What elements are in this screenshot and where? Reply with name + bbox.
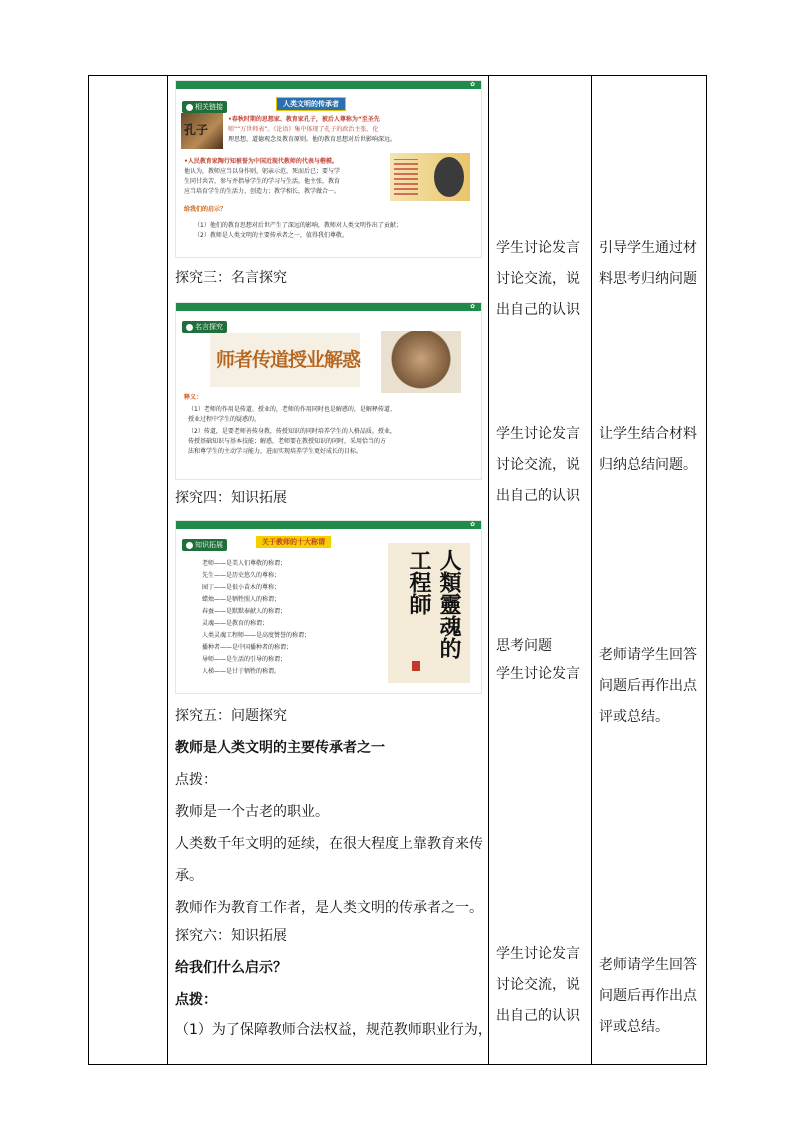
- slide-tag: [182, 321, 227, 333]
- table-left-border: [88, 75, 89, 1065]
- intent-line: 料思考归纳问题: [599, 271, 697, 287]
- slide-list-item: 老师——是美人们尊敬的称谓；: [202, 560, 287, 567]
- calligraphy-banner: [210, 333, 360, 387]
- slide-text-line: 应当培育学生的生活力、创造力；教学相长，教学做合一。: [184, 188, 341, 195]
- slide-text-line: 授业过程中学生的疑惑的。: [188, 416, 261, 423]
- confucius-portrait: [181, 113, 223, 149]
- design-intent-2: [599, 419, 709, 481]
- calligraphy-decoration: [394, 159, 418, 195]
- activity-line: 讨论交流，说: [496, 271, 580, 287]
- slide-text-line: •春秋时期的思想家、教育家孔子，被后人尊称为“至圣先: [228, 116, 380, 123]
- calligraphy-text: 师者传道授业解惑: [216, 349, 361, 371]
- activity-line: 讨论交流，说: [496, 457, 580, 473]
- slide-label: 释义：: [184, 394, 203, 401]
- hint-label-1: 点拨：: [175, 772, 217, 788]
- student-activity-3: [496, 632, 606, 688]
- calligraphy-text: 人類靈魂的工程師: [406, 549, 462, 659]
- slide-tag: [182, 539, 227, 551]
- section-title-6: 探究六：知识拓展: [175, 928, 287, 944]
- slide-text-line: 传授基础知识与基本技能；解惑，老师要在教授知识的同时，采用恰当的方: [188, 438, 387, 445]
- slide-text-line: 法和尊学生的主动学习能力，进而实现培养学生更好成长的目标。: [188, 448, 363, 455]
- table-col-divider-2: [488, 75, 489, 1065]
- slide-tag-label: 名言探究: [195, 323, 223, 331]
- activity-line: 出自己的认识: [496, 488, 580, 504]
- paragraph-2-cont: 承。: [175, 868, 203, 884]
- hint-label-2: 点拨：: [175, 992, 217, 1008]
- intent-line: 评或总结。: [599, 1019, 669, 1035]
- runner-icon: [186, 542, 193, 549]
- slide-list-item: 蜡烛——是牺牲照人的称谓；: [202, 596, 281, 603]
- paragraph-1: 教师是一个古老的职业。: [175, 804, 329, 820]
- activity-line: 学生讨论发言: [496, 426, 580, 442]
- intent-line: 老师请学生回答: [599, 647, 697, 663]
- table-col-divider-1: [167, 75, 168, 1065]
- han-yu-portrait: [381, 331, 461, 393]
- paragraph-2: 人类数千年文明的延续，在很大程度上靠教育来传: [175, 836, 483, 852]
- slide-text-line: 师”“万世师表”。《论语》集中体现了孔子的政治主张、伦: [228, 126, 379, 133]
- portrait-figure: [434, 157, 464, 197]
- student-activity-4: [496, 939, 606, 1032]
- student-activity-2: [496, 419, 606, 512]
- intent-line: 问题后再作出点: [599, 988, 697, 1004]
- slide-text-line: 理思想，道德观念及教育原则。他的教育思想对后世影响深远。: [228, 136, 397, 143]
- slide-list-item: 导师——是生活的引导的称谓；: [202, 656, 287, 663]
- slide-image-1: [175, 80, 482, 258]
- paragraph-3: 教师作为教育工作者，是人类文明的传承者之一。: [175, 900, 483, 916]
- seal-stamp: [412, 661, 420, 671]
- slide-text-line: （2）教师是人类文明的主要传承者之一，值得我们尊敬。: [194, 232, 348, 239]
- runner-icon: [186, 104, 193, 111]
- slide-text-line: （1）他们的教育思想对后世产生了深远的影响，教师对人类文明作出了贡献；: [194, 222, 402, 229]
- slide-list-item: 人梯——是甘于牺牲的称谓。: [202, 668, 281, 675]
- runner-icon: [186, 324, 193, 331]
- slide-list-item: 人类灵魂工程师——是高度赞誉的称谓；: [202, 632, 311, 639]
- table-bottom-border: [88, 1064, 707, 1065]
- design-intent-4: [599, 950, 709, 1043]
- slide-list-item: 先生——是历史悠久的尊称；: [202, 572, 281, 579]
- intent-line: 问题后再作出点: [599, 678, 697, 694]
- paragraph-4: （1）为了保障教师合法权益，规范教师职业行为，: [175, 1022, 492, 1038]
- activity-line: 学生讨论发言: [496, 240, 580, 256]
- slide-list-item: 灵魂——是教育的称谓；: [202, 620, 269, 627]
- design-intent-1: [599, 233, 709, 295]
- slide-tag-label: 相关链接: [195, 103, 223, 111]
- intent-line: 归纳总结问题。: [599, 457, 697, 473]
- table-col-divider-3: [591, 75, 592, 1065]
- slide-text-line: （1）老师的作用是传道、授业的，老师的作用同时也是解惑的，是解释传道、: [188, 406, 396, 413]
- table-top-border: [88, 75, 707, 76]
- slide-text-line: 他认为，教师应当以身作则，躬亲示范，死而后已；要与学: [184, 168, 341, 175]
- slide-header-bar: [176, 521, 481, 529]
- calligraphy-scroll: [388, 543, 470, 683]
- question-6: 给我们什么启示？: [175, 960, 287, 976]
- slide-title: 人类文明的传承者: [276, 97, 346, 111]
- activity-line: 出自己的认识: [496, 1008, 580, 1024]
- question-5: 教师是人类文明的主要传承者之一: [175, 740, 385, 756]
- section-title-5: 探究五：问题探究: [175, 708, 287, 724]
- section-title-3: 探究三：名言探究: [175, 270, 287, 286]
- intent-line: 引导学生通过材: [599, 240, 697, 256]
- slide-question: 给我们的启示？: [184, 206, 227, 213]
- portrait-caption: 孔子: [184, 123, 209, 137]
- tao-xingzhi-portrait: [390, 153, 470, 201]
- slide-image-3: [175, 520, 482, 694]
- activity-line: 出自己的认识: [496, 302, 580, 318]
- brand-logo: ✿: [469, 303, 475, 310]
- slide-header-bar: [176, 303, 481, 311]
- slide-text-line: 生同甘共苦，参与并指导学生的学习与生活。他主张，教育: [184, 178, 341, 185]
- table-right-border: [706, 75, 707, 1065]
- slide-tag: [182, 101, 227, 113]
- slide-text-line: （2）传道，是要老师善传身教，传授知识的同时培养学生的人格品质。授业，: [188, 428, 396, 435]
- brand-logo: ✿: [469, 81, 475, 88]
- slide-list-item: 播种者——是中国播种者的称谓；: [202, 644, 293, 651]
- slide-header-bar: [176, 81, 481, 89]
- activity-line: 讨论交流，说: [496, 977, 580, 993]
- activity-line: 学生讨论发言: [496, 946, 580, 962]
- slide-tag-label: 知识拓展: [195, 541, 223, 549]
- activity-line: 学生讨论发言: [496, 666, 580, 682]
- slide-list-item: 园丁——是很小苗木的尊称；: [202, 584, 281, 591]
- slide-title: 关于教师的十大称谓: [256, 536, 331, 548]
- design-intent-3: [599, 640, 709, 733]
- intent-line: 评或总结。: [599, 709, 669, 725]
- slide-text-line: •人民教育家陶行知被誉为中国近现代教师的代表与楷模。: [184, 158, 338, 165]
- slide-list-item: 春蚕——是默默奉献人的称谓；: [202, 608, 287, 615]
- intent-line: 让学生结合材料: [599, 426, 697, 442]
- section-title-4: 探究四：知识拓展: [175, 490, 287, 506]
- brand-logo: ✿: [469, 521, 475, 528]
- activity-line: 思考问题: [496, 638, 552, 654]
- student-activity-1: [496, 233, 606, 326]
- intent-line: 老师请学生回答: [599, 957, 697, 973]
- slide-image-2: [175, 302, 482, 480]
